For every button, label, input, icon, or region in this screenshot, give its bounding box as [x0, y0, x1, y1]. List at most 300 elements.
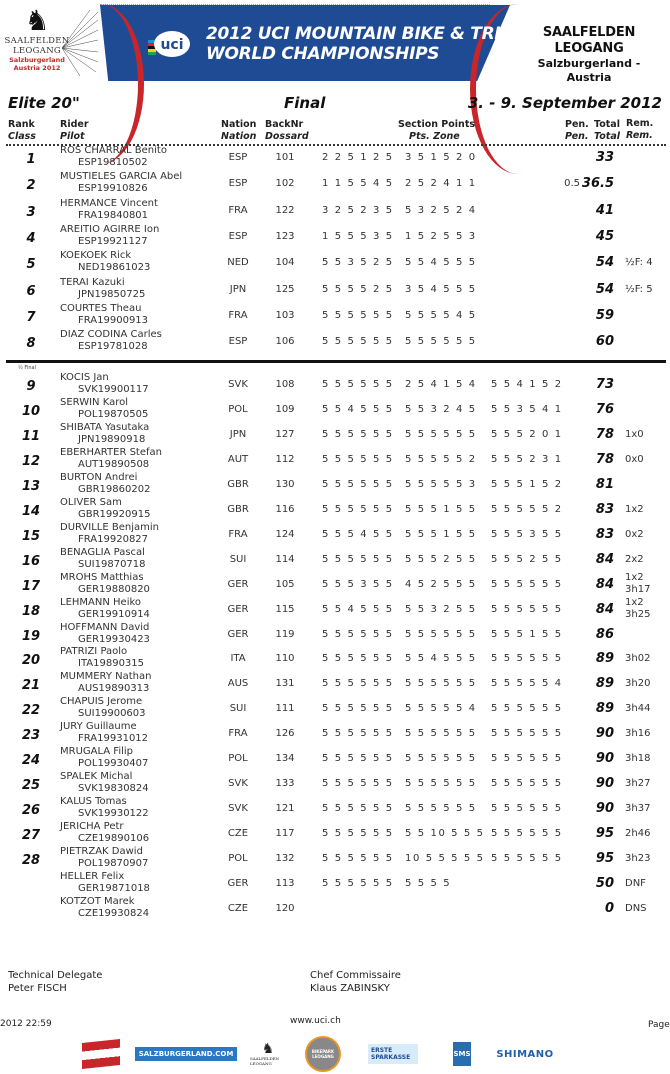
- total-cell: 76: [595, 401, 614, 417]
- remark-cell: [625, 703, 650, 715]
- section-points-lap3: 5 5 5 5 5 2: [491, 503, 563, 515]
- rank-cell: 13: [21, 478, 41, 494]
- remark-cell: [625, 554, 644, 566]
- remark-line: DNF: [625, 878, 646, 889]
- result-row: [0, 797, 670, 821]
- section-points-lap2: 5 5 4 5 5 5: [405, 257, 477, 269]
- section-points-lap1: 5 5 5 5 5 5: [322, 309, 394, 321]
- rank-cell: 12: [21, 453, 41, 469]
- result-row: [0, 373, 670, 397]
- section-points-lap1: 2 2 5 1 2 5: [322, 152, 394, 163]
- section-points-lap1: 5 5 3 5 2 5: [322, 257, 394, 269]
- result-row: [0, 598, 670, 622]
- section-points-lap1: 5 5 5 5 5 5: [322, 428, 394, 440]
- rider-license: POL19870907: [78, 858, 149, 870]
- total-cell: 78: [595, 451, 614, 467]
- remark-line: 0x0: [625, 453, 644, 465]
- total-cell: 81: [595, 476, 614, 492]
- nation-cell: FRA: [228, 204, 248, 216]
- result-row: [0, 398, 670, 422]
- remark-cell: [625, 284, 653, 296]
- section-points-lap2: 5 5 5 5 5 5: [405, 336, 477, 348]
- rank-cell: 10: [21, 403, 41, 419]
- rider-license: FRA19920827: [78, 533, 149, 545]
- remark-line: 3h37: [625, 803, 651, 815]
- rank-cell: 7: [26, 309, 36, 325]
- rider-license: SVK19930122: [78, 808, 149, 820]
- section-points-lap1: 3 2 5 2 3 5: [322, 204, 394, 216]
- section-points-lap2: 4 5 2 5 5 5: [405, 578, 477, 590]
- section-points-lap3: 5 5 5 5 5 5: [491, 753, 563, 765]
- header-section: Section Points: [398, 119, 476, 130]
- remark-line: 3h20: [625, 678, 651, 690]
- logo-sub1: Salzburgerland: [9, 56, 65, 64]
- section-points-lap2: 10 5 5 5 5 5: [405, 853, 485, 865]
- result-row: [0, 423, 670, 447]
- bib-number: 110: [275, 653, 295, 665]
- remark-cell: [625, 828, 650, 840]
- sponsor-austria-badge: [80, 1040, 122, 1068]
- nation-cell: ESP: [228, 336, 248, 348]
- section-points-lap1: 5 5 5 5 5 5: [322, 778, 394, 790]
- nation-cell: JPN: [229, 283, 247, 295]
- nation-cell: NED: [227, 257, 249, 269]
- header-rider-fr: Pilot: [60, 131, 85, 142]
- rider-name: HERMANCE Vincent: [60, 197, 158, 209]
- half-final-label: ½ Final: [18, 365, 36, 371]
- header-section-fr: Pts. Zone: [409, 131, 460, 142]
- section-points-lap2: 5 5 5 5 5 5: [405, 728, 477, 740]
- section-points-lap1: 1 5 5 5 3 5: [322, 230, 394, 242]
- result-row: [0, 146, 670, 170]
- sponsor-sms: SMS: [452, 1040, 472, 1068]
- bib-number: 116: [275, 503, 295, 515]
- final-separator: [6, 360, 666, 363]
- rider-name: OLIVER Sam: [60, 496, 122, 508]
- remark-cell: [625, 853, 650, 865]
- section-points-lap1: 5 5 5 5 5 5: [322, 728, 394, 740]
- rank-cell: 23: [21, 728, 41, 744]
- rider-name: PATRIZI Paolo: [60, 646, 128, 658]
- section-points-lap3: 5 5 5 1 5 2: [491, 478, 563, 490]
- nation-cell: FRA: [228, 728, 248, 740]
- rank-cell: 28: [21, 853, 41, 869]
- rank-cell: 22: [21, 703, 41, 719]
- bib-number: 115: [275, 603, 295, 615]
- section-points-lap2: 5 5 5 5 5 3: [405, 478, 477, 490]
- section-points-lap1: 5 5 5 5 5 5: [322, 878, 394, 889]
- total-cell: 0: [604, 900, 614, 916]
- total-cell: 95: [595, 851, 614, 867]
- rank-cell: 16: [21, 553, 41, 569]
- rider-license: CZE19930824: [78, 907, 150, 919]
- rider-license: FRA19900913: [78, 314, 149, 326]
- remark-cell: [625, 429, 644, 441]
- remark-line: DNS: [625, 902, 647, 914]
- rider-license: SVK19830824: [78, 783, 149, 795]
- rider-name: MUSTIELES GARCIA Abel: [60, 171, 183, 183]
- rider-name: COURTES Theau: [60, 302, 142, 314]
- rider-name: SPALEK Michal: [60, 771, 133, 783]
- nation-cell: GBR: [227, 503, 249, 515]
- banner-title: [206, 24, 536, 64]
- remark-line: 1x2: [625, 503, 644, 515]
- logo-line1: SAALFELDEN: [4, 36, 70, 46]
- header-rank-fr: Class: [8, 131, 36, 142]
- section-points-lap1: 1 1 5 5 4 5: [322, 178, 394, 190]
- total-cell: 84: [595, 601, 614, 617]
- bib-number: 106: [275, 336, 295, 348]
- section-points-lap2: 2 5 2 4 1 1: [405, 178, 477, 190]
- remark-line: 1x2: [625, 596, 644, 608]
- total-cell: 41: [595, 202, 614, 218]
- nation-cell: POL: [228, 753, 248, 765]
- nation-cell: GER: [227, 878, 249, 889]
- section-points-lap2: 5 5 5 5 4 5: [405, 309, 477, 321]
- bib-number: 108: [275, 379, 295, 390]
- section-points-lap2: 5 5 5 5 5 2: [405, 453, 477, 465]
- rider-name: MRUGALA Filip: [60, 746, 134, 758]
- rank-cell: 1: [26, 152, 36, 167]
- print-timestamp: 2012 22:59: [0, 1019, 52, 1029]
- bib-number: 114: [275, 553, 295, 565]
- rider-license: ESP19921127: [78, 235, 148, 247]
- page-label: Page: [648, 1020, 670, 1030]
- rank-cell: 8: [26, 336, 36, 352]
- lion-icon: ♞: [261, 1041, 275, 1057]
- total-cell: 90: [595, 801, 614, 817]
- rider-name: MROHS Matthias: [60, 571, 144, 583]
- remark-cell: [625, 454, 644, 466]
- section-points-lap2: 5 5 5 5 5 5: [405, 678, 477, 690]
- section-points-lap3: 5 5 5 5 5 5: [491, 778, 563, 790]
- section-points-lap3: 5 5 5 5 5 5: [491, 853, 563, 865]
- section-points-lap3: 5 5 4 1 5 2: [491, 379, 563, 390]
- section-points-lap2: 5 5 10 5 5 5: [405, 828, 485, 840]
- section-points-lap3: 5 5 5 5 5 5: [491, 803, 563, 815]
- rider-name: CHAPUIS Jerome: [60, 696, 143, 708]
- total-cell: 89: [595, 701, 614, 717]
- rider-license: AUT19890508: [78, 458, 150, 470]
- nation-cell: GER: [227, 603, 249, 615]
- total-cell: 60: [595, 334, 614, 350]
- rider-name: JURY Guillaume: [60, 721, 137, 733]
- venue-name: SAALFELDEN LEOGANG: [542, 25, 636, 56]
- rider-name: PIETRZAK Dawid: [60, 846, 143, 858]
- result-row: [0, 722, 670, 746]
- rank-cell: 18: [21, 603, 41, 619]
- header-bib-fr: Dossard: [265, 131, 309, 142]
- section-points-lap2: 5 5 5 5 5 5: [405, 428, 477, 440]
- remark-cell: [625, 753, 650, 765]
- section-points-lap1: 5 5 5 5 5 5: [322, 678, 394, 690]
- section-points-lap1: 5 5 5 5 5 5: [322, 753, 394, 765]
- banner-title-line1: 2012 UCI MOUNTAIN BIKE & TRIALS: [206, 24, 536, 44]
- remark-line: 3h44: [625, 703, 651, 715]
- bib-number: 120: [275, 902, 295, 914]
- total-cell: 83: [595, 501, 614, 517]
- rank-cell: 3: [26, 204, 36, 220]
- result-row: [0, 251, 670, 275]
- remark-line: 3h02: [625, 653, 651, 665]
- section-points-lap3: 5 5 5 5 5 5: [491, 828, 563, 840]
- section-points-lap3: 5 5 5 2 3 1: [491, 453, 563, 465]
- section-points-lap2: 5 3 2 5 2 4: [405, 204, 477, 216]
- header-rank: Rank: [8, 119, 35, 130]
- sponsor-saalfelden-leogang: ♞ SAALFELDEN LEOGANG: [250, 1041, 280, 1066]
- category-title: Elite 20": [8, 94, 80, 112]
- remark-line-2: 3h17: [625, 583, 651, 595]
- sponsor-salzburgerland: SALZBURGERLAND.COM: [142, 1040, 230, 1068]
- section-points-lap2: 3 5 4 5 5 5: [405, 283, 477, 295]
- section-points-lap3: 5 5 5 5 5 5: [491, 728, 563, 740]
- total-cell: 83: [595, 526, 614, 542]
- section-points-lap2: 5 5 4 5 5 5: [405, 653, 477, 665]
- result-row: [0, 225, 670, 249]
- section-points-lap1: 5 5 5 5 5 5: [322, 703, 394, 715]
- total-cell: 84: [595, 551, 614, 567]
- section-points-lap3: 5 5 5 5 5 5: [491, 578, 563, 590]
- result-row: [0, 304, 670, 328]
- bib-number: 117: [275, 828, 295, 840]
- header-pen-fr: Pen.: [565, 131, 589, 142]
- website-link[interactable]: www.uci.ch: [290, 1016, 341, 1026]
- remark-line: 3h16: [625, 728, 651, 740]
- rider-license: JPN19890918: [78, 433, 146, 445]
- bib-number: 119: [275, 628, 295, 640]
- result-row: [0, 747, 670, 771]
- rider-license: ESP19781028: [78, 341, 148, 353]
- event-banner: [0, 0, 670, 85]
- rider-name: HOFFMANN David: [60, 621, 150, 633]
- result-row: [0, 330, 670, 354]
- result-row: [0, 672, 670, 696]
- bib-number: 102: [275, 178, 295, 190]
- nation-cell: POL: [228, 853, 248, 865]
- nation-cell: FRA: [228, 528, 248, 540]
- td-name: Peter FISCH: [8, 983, 67, 994]
- remark-cell: [625, 903, 647, 915]
- header-pen: Pen.: [565, 119, 589, 130]
- section-points-lap2: 5 5 5 5 5 5: [405, 628, 477, 640]
- result-row: [0, 498, 670, 522]
- rider-name: JERICHA Petr: [60, 821, 124, 833]
- remark-cell: [625, 653, 650, 665]
- rider-license: JPN19850725: [78, 288, 146, 300]
- rank-cell: 4: [26, 230, 36, 246]
- section-points-lap1: 5 5 5 5 5 5: [322, 553, 394, 565]
- rider-name: BURTON Andrei: [60, 471, 138, 483]
- rank-cell: 15: [21, 528, 41, 544]
- rank-cell: 17: [21, 578, 41, 594]
- event-dates: 3. - 9. September 2012: [467, 94, 662, 112]
- venue-region: Salzburgerland - Austria: [537, 57, 641, 84]
- td-label: Technical Delegate: [8, 970, 103, 981]
- remark-cell: [625, 257, 653, 269]
- nation-cell: GER: [227, 578, 249, 590]
- remark-line: 2h46: [625, 828, 651, 840]
- nation-cell: ITA: [230, 653, 246, 665]
- rider-license: GER19871018: [78, 883, 150, 894]
- rider-name: BENAGLIA Pascal: [60, 546, 145, 558]
- header-nation: Nation: [221, 119, 257, 130]
- section-points-lap3: 5 5 5 3 5 5: [491, 528, 563, 540]
- header-rem: Rem.: [626, 118, 654, 129]
- rider-license: SVK19900117: [78, 384, 149, 395]
- remark-cell: [625, 572, 650, 596]
- rank-cell: 26: [21, 803, 41, 819]
- header-rem-fr: Rem.: [626, 130, 653, 141]
- sponsor-bikepark-leogang: BIKEPARK LEOGANG: [305, 1040, 341, 1068]
- total-cell: 36.5: [581, 176, 614, 192]
- rider-name: SHIBATA Yasutaka: [60, 421, 150, 433]
- rank-cell: 2: [26, 178, 36, 194]
- rider-license: ITA19890315: [78, 658, 145, 670]
- remark-cell: [625, 728, 650, 740]
- chef-commissaire: [310, 969, 401, 995]
- sponsor-erste-sparkasse: ERSTE SPARKASSE: [368, 1040, 418, 1068]
- rider-name: HELLER Felix: [60, 871, 125, 882]
- bib-number: 101: [275, 152, 295, 163]
- total-cell: 84: [595, 576, 614, 592]
- rider-name: DIAZ CODINA Carles: [60, 329, 162, 341]
- result-row: [0, 448, 670, 472]
- cc-name: Klaus ZABINSKY: [310, 983, 390, 994]
- rider-license: FRA19840801: [78, 209, 149, 221]
- section-points-lap1: 5 5 4 5 5 5: [322, 603, 394, 615]
- section-points-lap1: 5 5 5 5 5 5: [322, 803, 394, 815]
- nation-cell: SVK: [228, 778, 248, 790]
- bib-number: 130: [275, 478, 295, 490]
- bib-number: 111: [275, 703, 295, 715]
- total-cell: 54: [595, 281, 614, 297]
- nation-cell: SVK: [228, 803, 248, 815]
- total-cell: 54: [595, 255, 614, 271]
- nation-cell: FRA: [228, 309, 248, 321]
- rank-cell: 9: [26, 379, 36, 394]
- rider-name: KOEKOEK Rick: [60, 250, 132, 262]
- svg-text:uci: uci: [160, 37, 184, 53]
- remark-line-2: 3h25: [625, 608, 651, 620]
- rider-name: MUMMERY Nathan: [60, 671, 152, 683]
- section-points-lap3: 5 5 5 2 0 1: [491, 428, 563, 440]
- result-row: [0, 172, 670, 196]
- result-row: [0, 199, 670, 223]
- logo-line2: LEOGANG: [12, 46, 62, 56]
- total-cell: 90: [595, 776, 614, 792]
- total-cell: 90: [595, 751, 614, 767]
- result-row: [0, 573, 670, 597]
- result-row: [0, 697, 670, 721]
- section-points-lap1: 5 5 5 5 5 5: [322, 653, 394, 665]
- section-points-lap1: 5 5 5 3 5 5: [322, 578, 394, 590]
- nation-cell: ESP: [228, 230, 248, 242]
- rider-name: LEHMANN Heiko: [60, 596, 142, 608]
- remark-line: ½F: 5: [625, 283, 653, 295]
- section-points-lap3: 5 5 5 5 5 4: [491, 678, 563, 690]
- bib-number: 134: [275, 753, 295, 765]
- result-row: [0, 647, 670, 671]
- section-points-lap2: 5 5 5 1 5 5: [405, 528, 477, 540]
- nation-cell: GER: [227, 628, 249, 640]
- section-points-lap1: 5 5 5 5 5 5: [322, 478, 394, 490]
- bib-number: 132: [275, 853, 295, 865]
- section-points-lap1: 5 5 5 5 5 5: [322, 853, 394, 865]
- section-points-lap1: 5 5 5 5 5 5: [322, 453, 394, 465]
- nation-cell: GBR: [227, 478, 249, 490]
- header-total-fr: Total: [594, 131, 620, 142]
- section-points-lap2: 5 5 3 2 4 5: [405, 403, 477, 415]
- technical-delegate: [8, 969, 102, 995]
- nation-cell: AUT: [227, 453, 249, 465]
- rider-license: POL19870505: [78, 408, 149, 420]
- rank-cell: 19: [21, 628, 41, 644]
- rider-license: ESP19910826: [78, 183, 148, 195]
- total-cell: 73: [595, 377, 614, 392]
- section-points-lap2: 5 5 5 2 5 5: [405, 553, 477, 565]
- total-cell: 86: [595, 626, 614, 642]
- rider-name: TERAI Kazuki: [60, 276, 125, 288]
- rider-license: CZE19890106: [78, 833, 150, 845]
- nation-cell: SVK: [228, 379, 248, 390]
- total-cell: 89: [595, 651, 614, 667]
- total-cell: 90: [595, 726, 614, 742]
- total-cell: 50: [595, 876, 614, 891]
- bib-number: 113: [275, 878, 295, 889]
- penalty-cell: 0.5: [564, 178, 580, 190]
- total-cell: 45: [595, 228, 614, 244]
- rider-license: SUI19900603: [78, 708, 146, 720]
- rider-name: SERWIN Karol: [60, 396, 129, 408]
- section-points-lap2: 3 5 1 5 2 0: [405, 152, 477, 163]
- remark-cell: [625, 803, 650, 815]
- total-cell: 33: [595, 150, 614, 165]
- result-row: [0, 847, 670, 871]
- section-points-lap2: 1 5 2 5 5 3: [405, 230, 477, 242]
- remark-cell: [625, 529, 644, 541]
- rank-cell: 14: [21, 503, 41, 519]
- remark-cell: [625, 678, 650, 690]
- nation-cell: CZE: [227, 902, 249, 914]
- result-row: [0, 278, 670, 302]
- remark-line: 3h18: [625, 753, 651, 765]
- nation-cell: ESP: [228, 178, 248, 190]
- remark-line: 3h27: [625, 778, 651, 790]
- bib-number: 123: [275, 230, 295, 242]
- section-points-lap2: 5 5 5 1 5 5: [405, 503, 477, 515]
- rider-license: AUS19890313: [78, 683, 150, 695]
- section-points-lap2: 5 5 5 5 5 5: [405, 778, 477, 790]
- rider-name: DURVILLE Benjamin: [60, 521, 159, 533]
- remark-cell: [625, 597, 650, 621]
- section-points-lap2: 5 5 5 5 5 4: [405, 703, 477, 715]
- logo-sub2: Austria 2012: [13, 64, 61, 72]
- rider-license: NED19861023: [78, 262, 151, 274]
- nation-cell: POL: [228, 403, 248, 415]
- rank-cell: 20: [21, 653, 41, 669]
- rider-name: EBERHARTER Stefan: [60, 446, 162, 458]
- header-total: Total: [594, 119, 620, 130]
- nation-cell: JPN: [229, 428, 247, 440]
- result-row: [0, 473, 670, 497]
- banner-dotted-edge: [100, 4, 490, 6]
- result-row: [0, 623, 670, 647]
- remark-cell: [625, 878, 646, 890]
- rider-name: KOCIS Jan: [60, 372, 109, 383]
- rank-cell: 5: [26, 257, 36, 273]
- section-points-lap1: 5 5 5 5 5 5: [322, 336, 394, 348]
- bib-number: 122: [275, 204, 295, 216]
